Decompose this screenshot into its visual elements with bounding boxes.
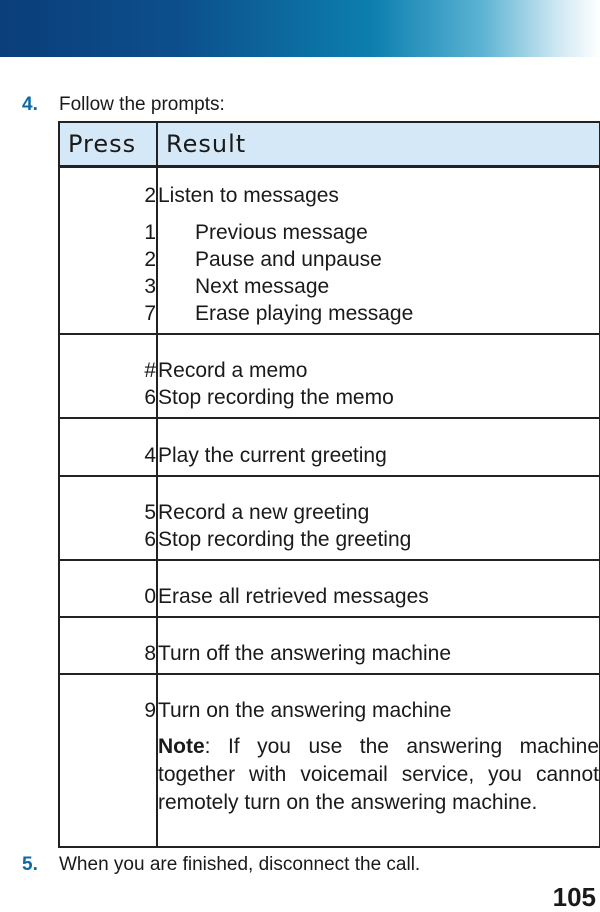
result-text: Previous message [195, 221, 368, 244]
note-body: : If you use the answering machine together with voicemail service, you cannot remotely turn on the answering machine. [158, 735, 599, 814]
step-5-number: 5. [22, 854, 38, 875]
press-cell [59, 476, 157, 560]
result-cell [157, 617, 600, 674]
table-row [59, 674, 600, 847]
result-text: Erase playing message [195, 302, 414, 325]
table-row [59, 334, 600, 418]
result-cell [157, 418, 600, 476]
table-row [59, 167, 600, 335]
result-text: Stop recording the memo [158, 386, 394, 409]
table-header-row [59, 122, 600, 167]
result-text: Next message [195, 275, 330, 298]
press-cell [59, 167, 157, 335]
result-text: Listen to messages [158, 184, 339, 207]
press-cell [59, 418, 157, 476]
key: 7 [144, 302, 156, 325]
key: 0 [144, 585, 156, 608]
result-text: Pause and unpause [195, 248, 382, 271]
result-text: Stop recording the greeting [158, 528, 412, 551]
key: 5 [144, 501, 156, 524]
result-cell [157, 674, 600, 847]
table-row [59, 617, 600, 674]
key: 8 [144, 642, 156, 665]
press-cell [59, 617, 157, 674]
command-table [58, 121, 600, 848]
press-cell [59, 560, 157, 617]
key: 6 [144, 386, 156, 409]
result-cell [157, 476, 600, 560]
result-cell [157, 334, 600, 418]
step-5-text: When you are finished, disconnect the call. [59, 854, 421, 875]
table-row [59, 476, 600, 560]
key: 9 [144, 699, 156, 722]
header-result: Result [157, 122, 600, 167]
result-cell [157, 167, 600, 335]
result-text: Erase all retrieved messages [158, 585, 429, 608]
result-text: Turn off the answering machine [158, 642, 451, 665]
press-cell [59, 674, 157, 847]
page-number: 105 [552, 882, 596, 912]
result-cell [157, 560, 600, 617]
key: 6 [144, 528, 156, 551]
press-cell [59, 334, 157, 418]
result-text: Turn on the answering machine [158, 699, 452, 722]
result-text: Record a memo [158, 359, 308, 382]
key: 3 [144, 275, 156, 298]
table-row [59, 418, 600, 476]
key: 2 [144, 184, 156, 207]
key: # [144, 359, 156, 382]
note-text [158, 733, 599, 817]
step-4-number: 4. [22, 94, 38, 115]
header-gradient-bar [0, 0, 600, 57]
key: 1 [144, 221, 156, 244]
key: 2 [144, 248, 156, 271]
result-text: Play the current greeting [158, 444, 387, 467]
result-text: Record a new greeting [158, 501, 370, 524]
step-4-text: Follow the prompts: [59, 94, 225, 115]
key: 4 [144, 444, 156, 467]
header-press: Press [59, 122, 157, 167]
note-label: Note [158, 735, 205, 758]
table-row [59, 560, 600, 617]
